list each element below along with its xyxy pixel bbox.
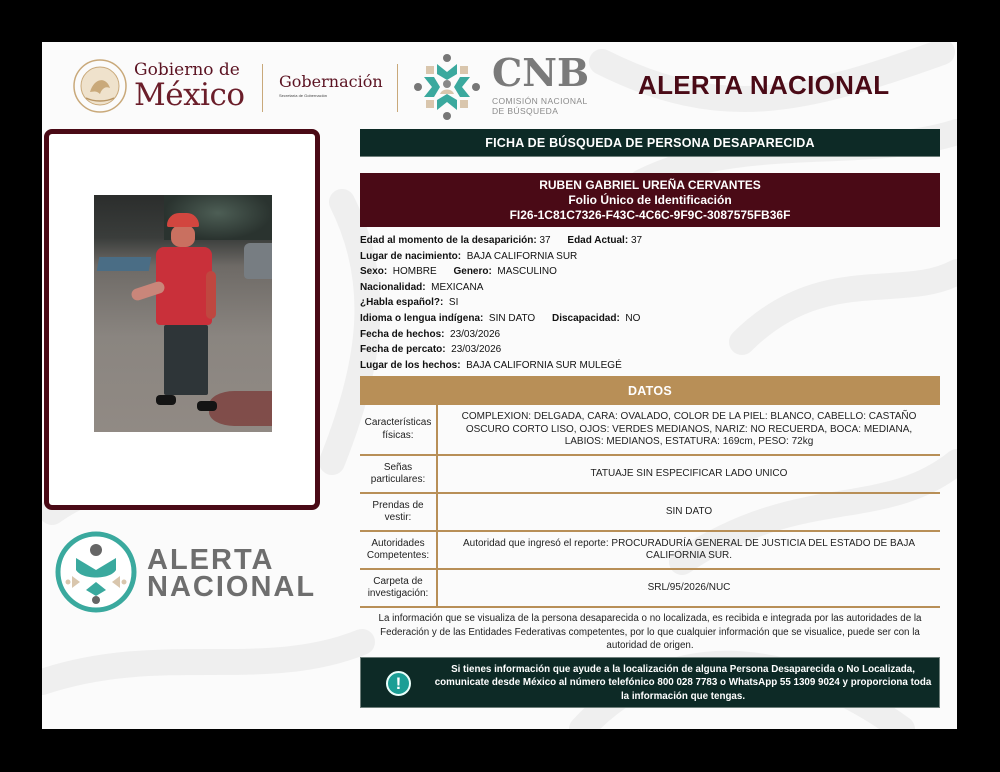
person-info	[360, 233, 940, 373]
row-label: Características físicas:	[360, 405, 437, 455]
datos-table	[360, 405, 940, 608]
value: SIN DATO	[488, 312, 536, 324]
label: Lugar de nacimiento:	[360, 250, 462, 262]
info-row-sex	[360, 264, 940, 280]
table-row	[360, 493, 940, 531]
value: BAJA CALIFORNIA SUR MULEGÉ	[466, 359, 622, 371]
details-column	[360, 129, 940, 708]
info-row-birthplace	[360, 249, 940, 265]
alerta-nacional-logo-icon	[54, 530, 138, 614]
row-value: COMPLEXION: DELGADA, CARA: OVALADO, COLOR DE LA PIEL: BLANCO, CABELLO: CASTAÑO OSCURO CORTO LISO, OJOS: VERDES MEDIANOS, NARIZ: NO RECUERDA, BOCA: MEDIANA, LABIOS: MEDIANOS, ESTATURA: 169cm, PESO: 72kg	[437, 405, 940, 455]
folio-value: FI26-1C81C7326-F43C-4C6C-9F9C-3087575FB36F	[509, 208, 791, 222]
gobernacion-subtitle: Secretaría de Gobernación	[279, 93, 328, 98]
cnb-name-line2: DE BÚSQUEDA	[492, 106, 559, 116]
search-sheet-card	[42, 42, 957, 729]
cnb-wordmark	[492, 50, 590, 116]
label: Lugar de los hechos:	[360, 359, 461, 371]
value: MEXICANA	[431, 281, 484, 293]
row-label: Autoridades Competentes:	[360, 531, 437, 569]
value: 23/03/2026	[451, 344, 502, 356]
label: Fecha de hechos:	[360, 328, 445, 340]
info-row-language	[360, 311, 940, 327]
label: Edad al momento de la desaparición:	[360, 235, 537, 246]
table-row	[360, 405, 940, 455]
table-row	[360, 531, 940, 569]
label: Discapacidad:	[552, 312, 620, 324]
table-row	[360, 455, 940, 493]
label: Idioma o lengua indígena:	[360, 312, 484, 324]
info-row-age	[360, 233, 940, 249]
value: 37	[630, 235, 643, 246]
label: Edad Actual:	[567, 235, 629, 246]
value: 23/03/2026	[450, 328, 501, 340]
info-row-event-place	[360, 358, 940, 374]
gobierno-line: Gobierno de	[134, 60, 240, 80]
gobernacion-title: Gobernación	[279, 72, 383, 91]
alerta-word: ALERTA	[147, 544, 275, 576]
value: MASCULINO	[497, 266, 557, 278]
info-row-event-date	[360, 327, 940, 343]
mexico-line: México	[134, 77, 245, 113]
value: HOMBRE	[392, 266, 437, 278]
info-row-nationality	[360, 280, 940, 296]
cnb-name-line1: COMISIÓN NACIONAL	[492, 96, 588, 106]
label: Fecha de percato:	[360, 344, 446, 356]
value: NO	[625, 312, 641, 324]
value: BAJA CALIFORNIA SUR	[466, 250, 578, 262]
label: Sexo:	[360, 266, 388, 278]
divider	[397, 64, 398, 112]
person-name: RUBEN GABRIEL UREÑA CERVANTES	[539, 178, 761, 192]
label: ¿Habla español?:	[360, 297, 444, 309]
folio-label: Folio Único de Identificación	[568, 193, 732, 207]
cnb-logo-icon	[412, 52, 482, 122]
value: SI	[448, 297, 459, 309]
header	[42, 42, 957, 130]
sheet-title: FICHA DE BÚSQUEDA DE PERSONA DESAPARECIDA	[360, 129, 940, 157]
disclaimer-text: La información que se visualiza de la persona desaparecida o no localizada, es recibida e integrada por las autoridades de la Federación y de las Entidades Federativas competentes, por lo que cualquier información que se visualice, puede ser con la autoridad de origen.	[378, 613, 922, 652]
alerta-nacional-wordmark	[147, 544, 317, 603]
label: Nacionalidad:	[360, 281, 426, 293]
table-row	[360, 569, 940, 607]
photo-frame	[44, 129, 320, 510]
row-value: SRL/95/2026/NUC	[437, 569, 940, 607]
contact-text: Si tienes información que ayude a la localización de alguna Persona Desaparecida o No Localizada, comunicate desde México al número telefónico 800 028 7783 o WhatsApp 55 1309 9024 y proporciona toda la información que tengas.	[434, 663, 932, 702]
exclamation-icon: !	[386, 671, 411, 696]
label: Genero:	[453, 266, 492, 278]
person-identity-banner	[360, 173, 940, 227]
datos-header: DATOS	[360, 376, 940, 405]
gobierno-de-mexico-logo	[134, 62, 245, 111]
value: 37	[539, 235, 551, 246]
missing-person-photo	[94, 195, 272, 432]
row-label: Carpeta de investigación:	[360, 569, 437, 607]
alert-title: ALERTA NACIONAL	[638, 70, 890, 100]
row-label: Prendas de vestir:	[360, 493, 437, 531]
row-label: Señas particulares:	[360, 455, 437, 493]
info-row-spanish	[360, 295, 940, 311]
row-value: SIN DATO	[437, 493, 940, 531]
contact-banner	[360, 657, 940, 708]
info-row-noticed-date	[360, 342, 940, 358]
nacional-word: NACIONAL	[147, 571, 317, 603]
mexico-coat-of-arms-icon	[72, 58, 128, 114]
row-value: TATUAJE SIN ESPECIFICAR LADO UNICO	[437, 455, 940, 493]
divider	[262, 64, 263, 112]
row-value: Autoridad que ingresó el reporte: PROCURADURÍA GENERAL DE JUSTICIA DEL ESTADO DE BAJA CALIFORNIA SUR.	[437, 531, 940, 569]
cnb-acronym: CNB	[492, 50, 590, 95]
gobernacion-logo	[279, 72, 383, 98]
